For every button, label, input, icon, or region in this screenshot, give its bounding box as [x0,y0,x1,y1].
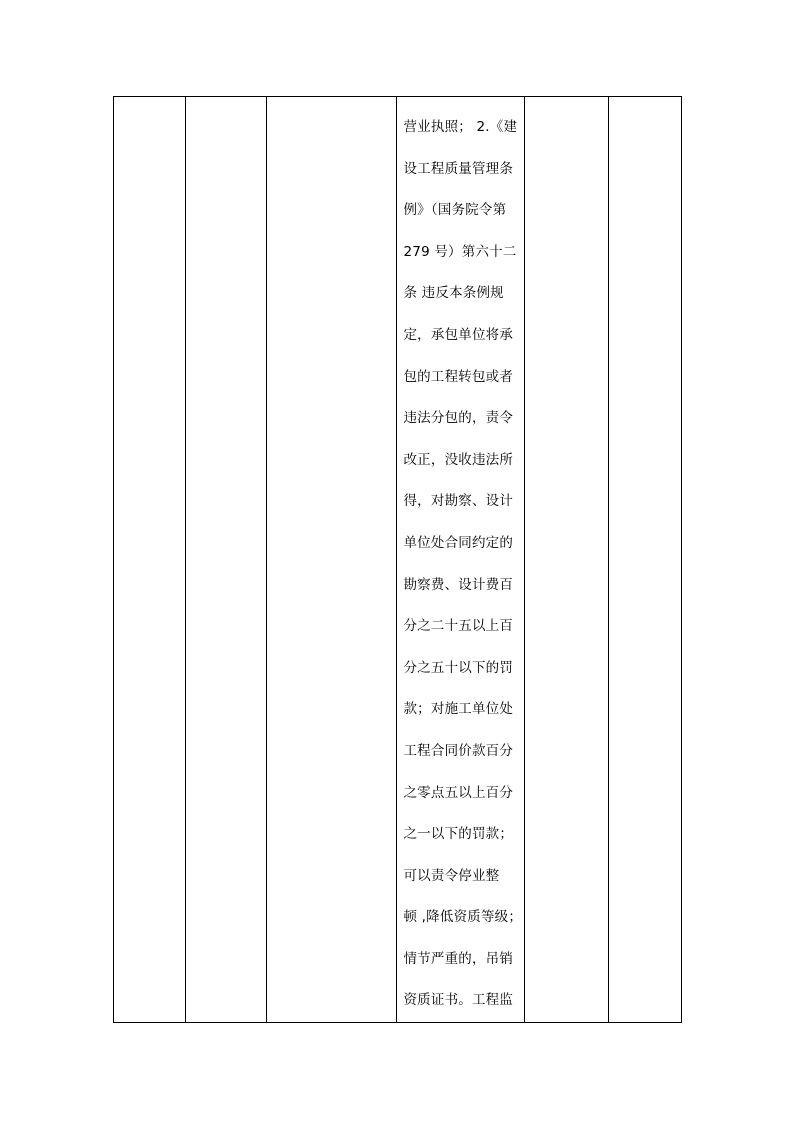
text-line: 单位处合同约定的 [403,534,514,551]
text-line: 之零点五以上百分 [403,784,514,801]
table-cell-empty-3 [267,97,397,1023]
text-line: 条 违反本条例规 [403,285,504,302]
text-line: 可以责令停业整 [403,867,500,884]
text-line: 改正，没收违法所 [403,451,514,468]
text-line: 分之五十以下的罚 [403,659,514,676]
table-cell-empty-1 [114,97,186,1023]
text-line: 包的工程转包或者 [403,368,514,385]
text-line: 例》（国务院令第 [403,202,507,219]
text-line: 设工程质量管理条 [403,160,514,177]
text-line: 得，对勘察、设计 [403,493,514,510]
text-line: 勘察费、设计费百 [403,576,514,593]
text-line: 工程合同价款百分 [403,742,514,759]
table-cell-empty-2 [186,97,267,1023]
regulation-table [113,96,682,1023]
table-cell-empty-6 [608,97,681,1023]
table-cell-legal-basis [397,97,524,1023]
text-line: 营业执照； 2.《建 [403,119,518,135]
text-line: 之一以下的罚款； [403,826,514,843]
text-line: 资质证书。工程监 [403,992,514,1009]
text-line: 违法分包的，责令 [403,410,514,427]
legal-basis-text [397,97,523,1022]
text-line: 定，承包单位将承 [403,326,514,343]
table-row [114,97,682,1023]
text-line: 款；对施工单位处 [403,701,514,718]
text-line: 情节严重的，吊销 [403,950,514,967]
text-line: 279 号）第六十二 [403,243,517,260]
text-line: 分之二十五以上百 [403,618,514,635]
text-line: 顿 ,降低资质等级； [403,909,523,926]
table-cell-empty-5 [524,97,608,1023]
